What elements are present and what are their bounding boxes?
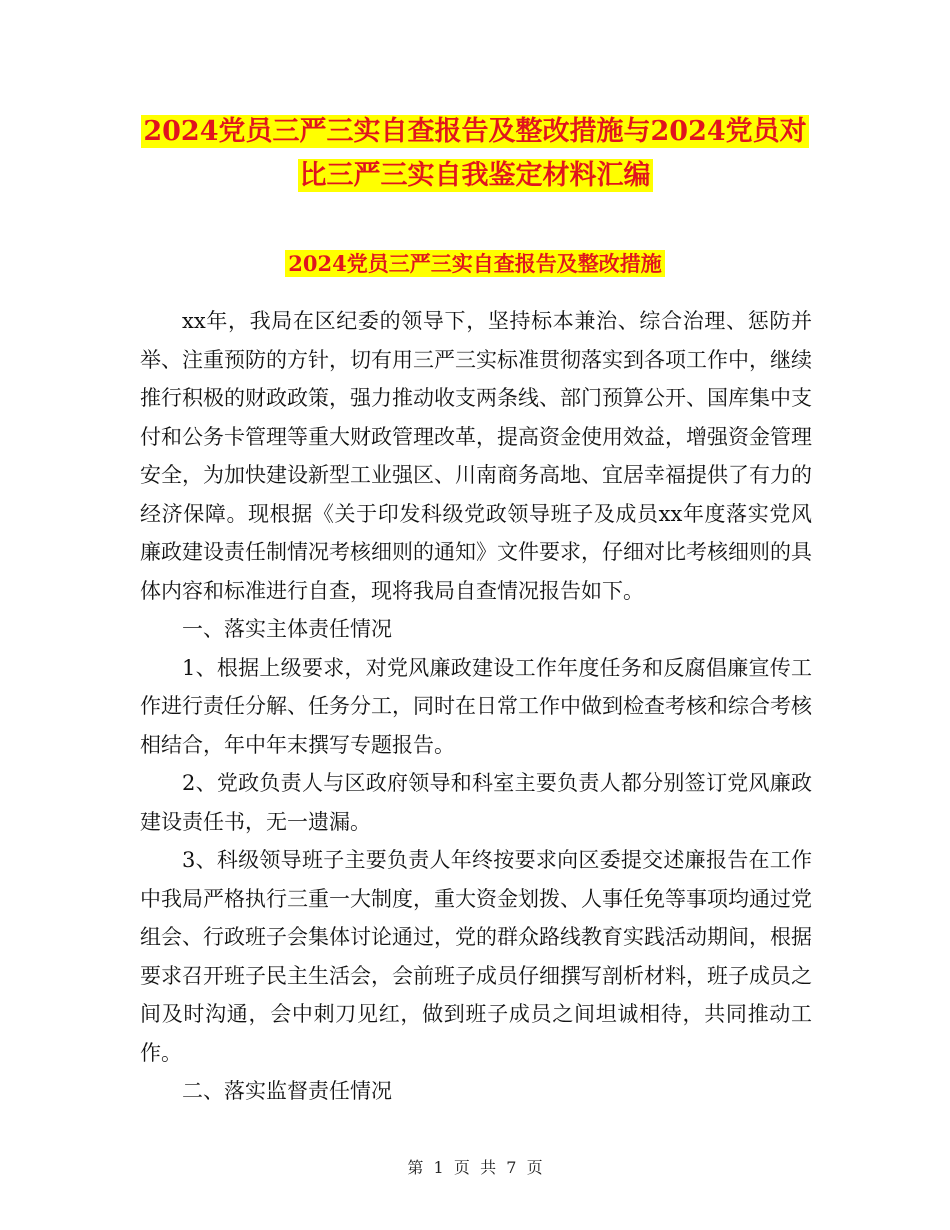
paragraph-item-1: 1、根据上级要求，对党风廉政建设工作年度任务和反腐倡廉宣传工作进行责任分解、任务分工，同时在日常工作中做到检查考核和综合考核相结合，年中年末撰写专题报告。 [140,655,812,757]
paragraph-item-2: 2、党政负责人与区政府领导和科室主要负责人都分别签订党风廉政建设责任书，无一遗漏。 [140,771,812,834]
paragraph-heading-2: 二、落实监督责任情况 [182,1079,392,1103]
paragraph-heading-1: 一、落实主体责任情况 [182,617,392,641]
section-heading-text: 2024党员三严三实自查报告及整改措施 [285,250,664,277]
document-title-line-1: 2024党员三严三实自查报告及整改措施与2024党员对 [143,116,807,147]
page-number-footer: 第 1 页 共 7 页 [407,1158,543,1177]
paragraph-item-3: 3、科级领导班子主要负责人年终按要求向区委提交述廉报告在工作中我局严格执行三重一大制度，重大资金划拨、人事任免等事项均通过党组会、行政班子会集体讨论通过，党的群众路线教育实践活动期间，根据要求召开班子民主生活会，会前班子成员仔细撰写剖析材料，班子成员之间及时沟通，会中刺刀见红，做到班子成员之间坦诚相待，共同推动工作。 [140,848,812,1065]
document-body [140,302,812,1111]
section-heading [140,244,810,284]
document-title [140,110,810,198]
paragraph-intro: xx年，我局在区纪委的领导下，坚持标本兼治、综合治理、惩防并举、注重预防的方针，切有用三严三实标准贯彻落实到各项工作中，继续推行积极的财政政策，强力推动收支两条线、部门预算公开、国库集中支付和公务卡管理等重大财政管理改革，提高资金使用效益，增强资金管理安全，为加快建设新型工业强区、川南商务高地、宜居幸福提供了有力的经济保障。现根据《关于印发科级党政领导班子及成员xx年度落实党风廉政建设责任制情况考核细则的通知》文件要求，仔细对比考核细则的具体内容和标准进行自查，现将我局自查情况报告如下。 [140,309,812,603]
document-title-line-2: 比三严三实自我鉴定材料汇编 [299,160,651,191]
